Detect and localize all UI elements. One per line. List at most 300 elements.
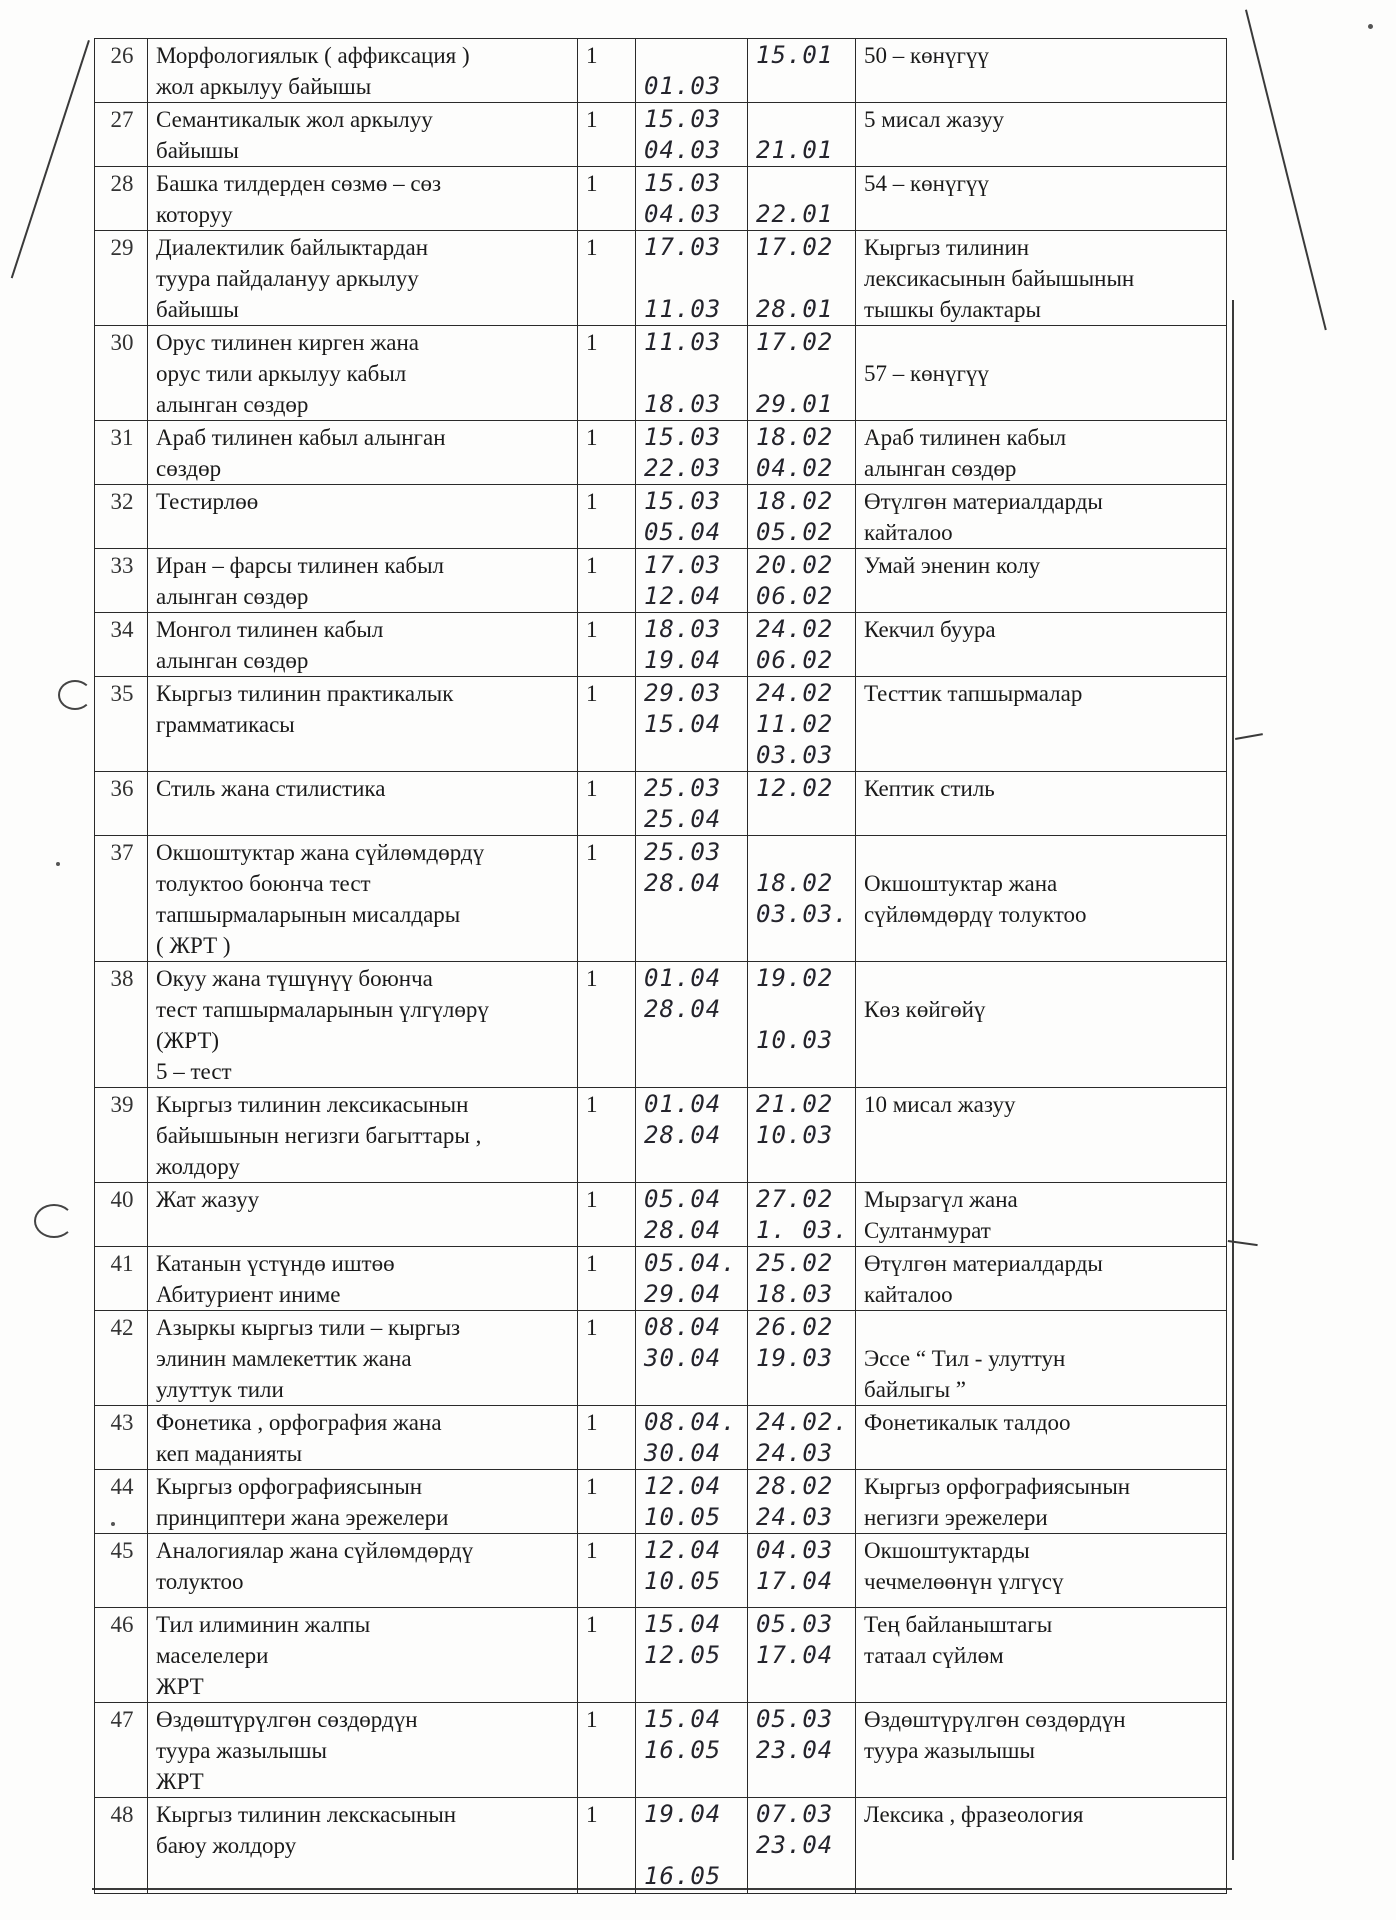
handwritten-date <box>644 263 741 294</box>
row-number: 46 <box>95 1608 148 1703</box>
handwritten-date: 05.04 <box>644 518 722 546</box>
handwritten-date: 17.04 <box>756 1567 834 1595</box>
table-row <box>95 231 1227 326</box>
homework-line: 50 – көнүгүү <box>864 43 989 68</box>
hours-cell: 1 <box>578 1088 636 1183</box>
topic-cell <box>148 39 578 103</box>
actual-date-cell <box>748 1798 856 1894</box>
table-row <box>95 1311 1227 1406</box>
handwritten-date: 19.04 <box>644 646 722 674</box>
homework-line: 10 мисал жазуу <box>864 1092 1016 1117</box>
planned-date-cell <box>636 1703 748 1798</box>
planned-date-cell <box>636 39 748 103</box>
homework-line <box>864 837 1220 868</box>
handwritten-date: 18.03 <box>644 615 722 643</box>
row-number: 26 <box>95 39 148 103</box>
homework-cell <box>856 421 1227 485</box>
handwritten-date: 30.04 <box>644 1344 722 1372</box>
handwritten-date: 15.01 <box>756 41 834 69</box>
actual-date-cell <box>748 836 856 962</box>
handwritten-date: 05.04. <box>644 1249 737 1277</box>
table-body <box>95 39 1227 1894</box>
planned-date-cell <box>636 1088 748 1183</box>
homework-cell <box>856 326 1227 421</box>
handwritten-date: 07.03 <box>756 1800 834 1828</box>
topic-line: Тестирлөө <box>156 489 259 514</box>
topic-line: Семантикалык жол аркылуу <box>156 107 433 132</box>
handwritten-date: 24.02 11.02 <box>756 679 834 738</box>
homework-line <box>864 1312 1220 1343</box>
topic-line: ЖРТ <box>156 1769 204 1794</box>
planned-date-cell <box>636 962 748 1088</box>
topic-cell <box>148 1247 578 1311</box>
handwritten-date: 10.03 <box>756 1121 834 1149</box>
homework-cell <box>856 1703 1227 1798</box>
handwritten-date <box>756 104 849 135</box>
hours-cell: 1 <box>578 231 636 326</box>
table-row <box>95 772 1227 836</box>
handwritten-date: 20.02 <box>756 551 834 579</box>
table-row <box>95 1608 1227 1703</box>
homework-cell <box>856 1247 1227 1311</box>
topic-line: байышы <box>156 138 239 163</box>
planned-date-cell <box>636 772 748 836</box>
table-row <box>95 1088 1227 1183</box>
homework-line: татаал сүйлөм <box>864 1643 1004 1668</box>
hours-cell: 1 <box>578 677 636 772</box>
topic-line: Өздөштүрүлгөн сөздөрдүн <box>156 1707 418 1732</box>
table-row <box>95 613 1227 677</box>
homework-cell <box>856 1608 1227 1703</box>
homework-cell <box>856 549 1227 613</box>
topic-line: Азыркы кыргыз тили – кыргыз <box>156 1315 461 1340</box>
topic-line: ( ЖРТ ) <box>156 933 231 958</box>
topic-line: которуу <box>156 202 233 227</box>
handwritten-date: 11.03 <box>644 328 722 356</box>
topic-line: 5 – тест <box>156 1059 232 1084</box>
table-row <box>95 677 1227 772</box>
row-number: 35 <box>95 677 148 772</box>
topic-line: Фонетика , орфография жана <box>156 1410 442 1435</box>
homework-line <box>864 963 1220 994</box>
handwritten-date: 10.03 <box>756 1026 834 1054</box>
homework-cell <box>856 1311 1227 1406</box>
homework-cell <box>856 962 1227 1088</box>
topic-line: Стиль жана стилистика <box>156 776 386 801</box>
row-number: 40 <box>95 1183 148 1247</box>
homework-line: Кыргыз орфографиясынын <box>864 1474 1131 1499</box>
homework-line: алынган сөздөр <box>864 456 1017 481</box>
handwritten-date: 28.04 <box>644 995 722 1023</box>
scan-edge-right <box>1245 10 1327 331</box>
topic-line: жол аркылуу байышы <box>156 74 372 99</box>
row-number: 31 <box>95 421 148 485</box>
table-row <box>95 485 1227 549</box>
planned-date-cell <box>636 1183 748 1247</box>
topic-line: байышынын негизги багыттары , <box>156 1123 482 1148</box>
topic-line: жолдору <box>156 1154 240 1179</box>
actual-date-cell <box>748 1608 856 1703</box>
topic-line: Кыргыз тилинин практикалык <box>156 681 454 706</box>
handwritten-date: 08.04. <box>644 1408 737 1436</box>
homework-line: Султанмурат <box>864 1218 991 1243</box>
homework-line: чечмелөөнүн үлгүсү <box>864 1569 1064 1594</box>
pen-tick <box>1235 733 1263 739</box>
row-number: 41 <box>95 1247 148 1311</box>
handwritten-date: 05.04 <box>644 1185 722 1213</box>
handwritten-date <box>644 358 741 389</box>
planned-date-cell <box>636 613 748 677</box>
topic-line: элинин мамлекеттик жана <box>156 1346 412 1371</box>
handwritten-date: 12.02 <box>756 774 834 802</box>
actual-date-cell <box>748 421 856 485</box>
row-number: 28 <box>95 167 148 231</box>
homework-line: Тең байланыштагы <box>864 1612 1053 1637</box>
actual-date-cell <box>748 39 856 103</box>
topic-cell <box>148 1470 578 1534</box>
actual-date-cell <box>748 549 856 613</box>
topic-line: грамматикасы <box>156 712 295 737</box>
hours-cell: 1 <box>578 772 636 836</box>
handwritten-date: 15.03 <box>644 423 722 451</box>
homework-line: Лексика , фразеология <box>864 1802 1084 1827</box>
planned-date-cell <box>636 231 748 326</box>
handwritten-date: 18.03 <box>644 390 722 418</box>
row-number: 36 <box>95 772 148 836</box>
table-row <box>95 421 1227 485</box>
handwritten-date: 08.04 <box>644 1313 722 1341</box>
topic-cell <box>148 613 578 677</box>
homework-cell <box>856 103 1227 167</box>
homework-line: Араб тилинен кабыл <box>864 425 1067 450</box>
handwritten-date: 10.05 <box>644 1503 722 1531</box>
handwritten-date: 17.02 <box>756 233 834 261</box>
handwritten-date: 04.03 <box>644 200 722 228</box>
actual-date-cell <box>748 1183 856 1247</box>
handwritten-date: 10.05 <box>644 1567 722 1595</box>
topic-cell <box>148 677 578 772</box>
handwritten-date: 28.01 <box>756 295 834 323</box>
topic-line: кеп маданияты <box>156 1441 303 1466</box>
actual-date-cell <box>748 962 856 1088</box>
hours-cell: 1 <box>578 1247 636 1311</box>
topic-cell <box>148 103 578 167</box>
topic-cell <box>148 1088 578 1183</box>
homework-line: Тесттик тапшырмалар <box>864 681 1083 706</box>
hours-cell: 1 <box>578 326 636 421</box>
actual-date-cell <box>748 1703 856 1798</box>
table-row <box>95 1406 1227 1470</box>
hours-cell: 1 <box>578 836 636 962</box>
topic-line: Тил илиминин жалпы <box>156 1612 371 1637</box>
table-row <box>95 167 1227 231</box>
topic-line: (ЖРТ) <box>156 1028 220 1053</box>
actual-date-cell <box>748 772 856 836</box>
topic-line: орус тили аркылуу кабыл <box>156 361 407 386</box>
homework-cell <box>856 772 1227 836</box>
row-number: 42 <box>95 1311 148 1406</box>
topic-line: тест тапшырмаларынын үлгүлөрү <box>156 997 489 1022</box>
handwritten-date: 18.03 <box>756 1280 834 1308</box>
topic-line: тапшырмаларынын мисалдары <box>156 902 461 927</box>
topic-cell <box>148 1608 578 1703</box>
ink-blot-41 <box>34 1204 74 1238</box>
topic-line: принциптери жана эрежелери <box>156 1505 449 1530</box>
topic-line: алынган сөздөр <box>156 648 309 673</box>
table-row <box>95 326 1227 421</box>
lesson-plan-table <box>94 38 1227 1894</box>
homework-line: кайталоо <box>864 1282 953 1307</box>
topic-cell <box>148 1311 578 1406</box>
homework-line: Кыргыз тилинин <box>864 235 1030 260</box>
handwritten-date <box>644 1830 741 1861</box>
handwritten-date: 15.04 <box>644 1610 722 1638</box>
actual-date-cell <box>748 485 856 549</box>
handwritten-date: 29.01 <box>756 390 834 418</box>
hours-cell: 1 <box>578 1534 636 1608</box>
row-number: 37 <box>95 836 148 962</box>
homework-cell <box>856 613 1227 677</box>
handwritten-date: 15.03 <box>644 487 722 515</box>
planned-date-cell <box>636 677 748 772</box>
topic-line: Кыргыз тилинин лексикасынын <box>156 1092 469 1117</box>
actual-date-cell <box>748 1247 856 1311</box>
table-row <box>95 1703 1227 1798</box>
topic-line: маселелери <box>156 1643 269 1668</box>
hours-cell: 1 <box>578 962 636 1088</box>
homework-line: Фонетикалык талдоо <box>864 1410 1071 1435</box>
topic-cell <box>148 1406 578 1470</box>
topic-line: Монгол тилинен кабыл <box>156 617 384 642</box>
row-number: 32 <box>95 485 148 549</box>
handwritten-date: 29.04 <box>644 1280 722 1308</box>
homework-cell <box>856 39 1227 103</box>
handwritten-date: 26.02 <box>756 1313 834 1341</box>
topic-line: Кыргыз тилинин лекскасынын <box>156 1802 457 1827</box>
handwritten-date: 19.04 <box>644 1800 722 1828</box>
handwritten-date: 12.04 <box>644 582 722 610</box>
topic-line: туура пайдалануу аркылуу <box>156 266 419 291</box>
homework-cell <box>856 1470 1227 1534</box>
table-row <box>95 1183 1227 1247</box>
row-number: 39 <box>95 1088 148 1183</box>
hours-cell: 1 <box>578 1311 636 1406</box>
handwritten-date: 17.03 <box>644 233 722 261</box>
homework-line: Кептик стиль <box>864 776 995 801</box>
homework-line: Өздөштүрүлгөн сөздөрдүн <box>864 1707 1126 1732</box>
table-row <box>95 836 1227 962</box>
table-row <box>95 1798 1227 1894</box>
homework-line: Эссе “ Тил - улуттун <box>864 1346 1066 1371</box>
handwritten-date: 11.03 <box>644 295 722 323</box>
planned-date-cell <box>636 1798 748 1894</box>
topic-line: ЖРТ <box>156 1674 204 1699</box>
hours-cell: 1 <box>578 485 636 549</box>
actual-date-cell <box>748 167 856 231</box>
handwritten-date: 27.02 <box>756 1185 834 1213</box>
row-number: 45 <box>95 1534 148 1608</box>
topic-line: алынган сөздөр <box>156 584 309 609</box>
topic-line: сөздөр <box>156 456 222 481</box>
planned-date-cell <box>636 421 748 485</box>
topic-cell <box>148 326 578 421</box>
homework-line: лексикасынын байышынын <box>864 266 1135 291</box>
handwritten-date <box>644 40 741 71</box>
handwritten-date <box>756 837 849 868</box>
actual-date-cell <box>748 1470 856 1534</box>
handwritten-date: 01.04 <box>644 1090 722 1118</box>
handwritten-date: 28.02 <box>756 1472 834 1500</box>
homework-line <box>864 327 1220 358</box>
topic-cell <box>148 167 578 231</box>
homework-line: Мырзагүл жана <box>864 1187 1018 1212</box>
planned-date-cell <box>636 836 748 962</box>
topic-line: Араб тилинен кабыл алынган <box>156 425 446 450</box>
handwritten-date: 28.04 <box>644 1121 722 1149</box>
homework-line: Өтүлгөн материалдарды <box>864 489 1103 514</box>
homework-cell <box>856 836 1227 962</box>
homework-line: Кекчил буура <box>864 617 996 642</box>
speck <box>56 862 60 866</box>
homework-cell <box>856 1088 1227 1183</box>
topic-cell <box>148 836 578 962</box>
homework-line: Окшоштуктар жана <box>864 871 1058 896</box>
handwritten-date: 05.03 <box>756 1705 834 1733</box>
handwritten-date: 06.02 <box>756 646 834 674</box>
homework-cell <box>856 1798 1227 1894</box>
speck <box>1368 24 1373 29</box>
homework-line: негизги эрежелери <box>864 1505 1048 1530</box>
handwritten-date <box>756 994 849 1025</box>
topic-line: толуктоо <box>156 1569 244 1594</box>
topic-line: Иран – фарсы тилинен кабыл <box>156 553 445 578</box>
table-row <box>95 962 1227 1088</box>
homework-cell <box>856 1406 1227 1470</box>
handwritten-date: 25.03 <box>644 838 722 866</box>
handwritten-date: 15.03 <box>644 169 722 197</box>
topic-line: толуктоо боюнча тест <box>156 871 371 896</box>
homework-cell <box>856 677 1227 772</box>
actual-date-cell <box>748 1311 856 1406</box>
topic-line: Кыргыз орфографиясынын <box>156 1474 423 1499</box>
handwritten-date: 05.03 <box>756 1610 834 1638</box>
planned-date-cell <box>636 1470 748 1534</box>
hours-cell: 1 <box>578 421 636 485</box>
homework-line: Өтүлгөн материалдарды <box>864 1251 1103 1276</box>
handwritten-date: 18.02 <box>756 423 834 451</box>
topic-cell <box>148 421 578 485</box>
planned-date-cell <box>636 1534 748 1608</box>
handwritten-date: 12.04 <box>644 1536 722 1564</box>
handwritten-date: 12.04 <box>644 1472 722 1500</box>
table-row <box>95 1534 1227 1608</box>
homework-line: Умай эненин колу <box>864 553 1041 578</box>
row-number: 30 <box>95 326 148 421</box>
handwritten-date: 24.03 <box>756 1439 834 1467</box>
topic-line: Морфологиялык ( аффиксация ) <box>156 43 470 68</box>
homework-cell <box>856 485 1227 549</box>
handwritten-date: 23.04 <box>756 1831 834 1859</box>
homework-line: сүйлөмдөрдү толуктоо <box>864 902 1087 927</box>
table-row <box>95 39 1227 103</box>
handwritten-date: 16.05 <box>644 1736 722 1764</box>
handwritten-date: 19.02 <box>756 964 834 992</box>
topic-cell <box>148 1798 578 1894</box>
planned-date-cell <box>636 1247 748 1311</box>
actual-date-cell <box>748 1534 856 1608</box>
topic-line: туура жазылышы <box>156 1738 327 1763</box>
planned-date-cell <box>636 1406 748 1470</box>
topic-line: улуттук тили <box>156 1377 284 1402</box>
handwritten-date: 01.04 <box>644 964 722 992</box>
planned-date-cell <box>636 549 748 613</box>
planned-date-cell <box>636 1311 748 1406</box>
handwritten-date: 04.03 <box>756 1536 834 1564</box>
row-number: 43 <box>95 1406 148 1470</box>
handwritten-date: 23.04 <box>756 1736 834 1764</box>
hours-cell: 1 <box>578 1608 636 1703</box>
topic-cell <box>148 1703 578 1798</box>
handwritten-date: 18.02 <box>756 487 834 515</box>
handwritten-date: 03.03. <box>756 900 849 928</box>
ink-blot-35 <box>58 680 92 710</box>
topic-line: Диалектилик байлыктардан <box>156 235 429 260</box>
actual-date-cell <box>748 1406 856 1470</box>
handwritten-date: 22.01 <box>756 200 834 228</box>
homework-line: тышкы булактары <box>864 297 1041 322</box>
row-number: 47 <box>95 1703 148 1798</box>
planned-date-cell <box>636 167 748 231</box>
actual-date-cell <box>748 677 856 772</box>
handwritten-date: 25.02 <box>756 1249 834 1277</box>
handwritten-date: 24.02 <box>756 615 834 643</box>
handwritten-date: 1. 03. <box>756 1216 849 1244</box>
handwritten-date: 03.03 <box>756 741 834 769</box>
row-number: 48 <box>95 1798 148 1894</box>
topic-cell <box>148 485 578 549</box>
topic-line: Орус тилинен кирген жана <box>156 330 419 355</box>
handwritten-date: 17.04 <box>756 1641 834 1669</box>
handwritten-date: 25.03 25.04 <box>644 774 722 833</box>
homework-cell <box>856 1183 1227 1247</box>
row-number: 44 <box>95 1470 148 1534</box>
handwritten-date: 15.04 <box>644 1705 722 1733</box>
actual-date-cell <box>748 103 856 167</box>
hours-cell: 1 <box>578 1703 636 1798</box>
scan-edge-right-margin <box>1232 300 1234 1860</box>
handwritten-date: 12.05 <box>644 1641 722 1669</box>
topic-line: Жат жазуу <box>156 1187 260 1212</box>
handwritten-date: 18.02 <box>756 869 834 897</box>
topic-line: алынган сөздөр <box>156 392 309 417</box>
handwritten-date <box>756 263 849 294</box>
handwritten-date: 15.04 <box>644 710 722 738</box>
homework-cell <box>856 231 1227 326</box>
actual-date-cell <box>748 1088 856 1183</box>
homework-line: 5 мисал жазуу <box>864 107 1004 132</box>
homework-line: кайталоо <box>864 520 953 545</box>
handwritten-date: 24.03 <box>756 1503 834 1531</box>
topic-cell <box>148 231 578 326</box>
homework-cell <box>856 167 1227 231</box>
handwritten-date: 24.02. <box>756 1408 849 1436</box>
topic-line: Абитуриент иниме <box>156 1282 341 1307</box>
table-row <box>95 549 1227 613</box>
topic-cell <box>148 1534 578 1608</box>
topic-cell <box>148 772 578 836</box>
topic-line: баюу жолдору <box>156 1833 297 1858</box>
handwritten-date: 22.03 <box>644 454 722 482</box>
